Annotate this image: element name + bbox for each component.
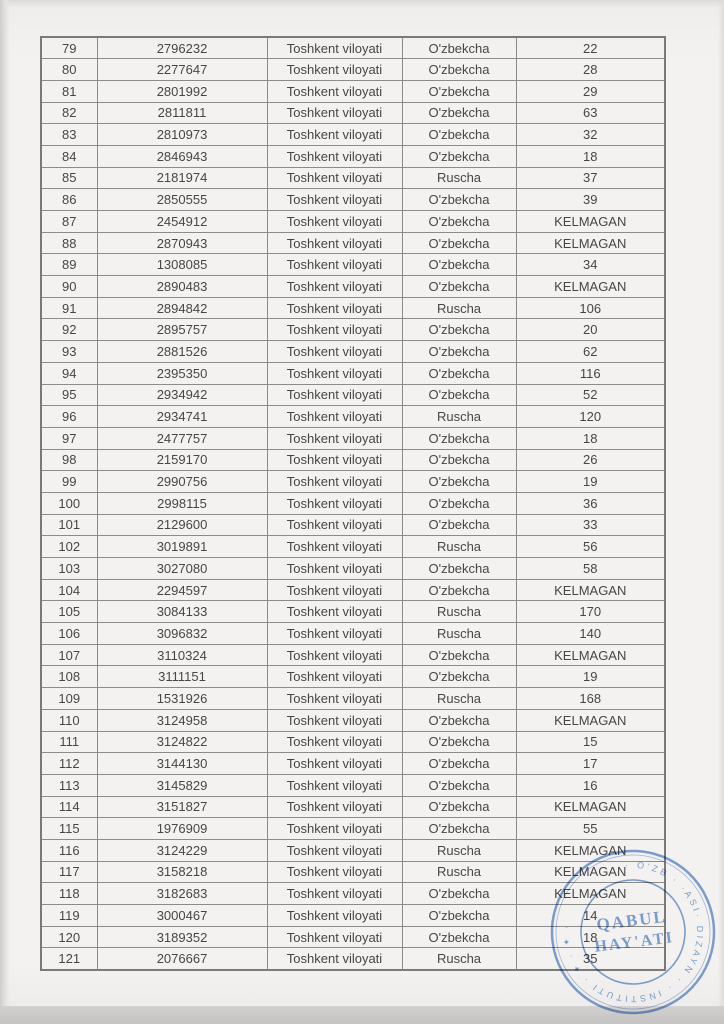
row-number-cell: 105 xyxy=(41,601,97,623)
result-cell: 22 xyxy=(516,37,665,59)
row-number-cell: 79 xyxy=(41,37,97,59)
applicant-id-cell: 2850555 xyxy=(97,189,267,211)
region-cell: Toshkent viloyati xyxy=(267,80,402,102)
region-cell: Toshkent viloyati xyxy=(267,276,402,298)
applicant-id-cell: 2129600 xyxy=(97,514,267,536)
row-number-cell: 118 xyxy=(41,883,97,905)
language-cell: Ruscha xyxy=(402,623,516,645)
table-row xyxy=(41,579,665,601)
row-number-cell: 92 xyxy=(41,319,97,341)
language-cell: O'zbekcha xyxy=(402,341,516,363)
table-row xyxy=(41,601,665,623)
region-cell: Toshkent viloyati xyxy=(267,254,402,276)
result-cell: 63 xyxy=(516,102,665,124)
row-number-cell: 102 xyxy=(41,536,97,558)
result-cell: 35 xyxy=(516,948,665,970)
result-cell: 39 xyxy=(516,189,665,211)
table-row xyxy=(41,731,665,753)
table-row xyxy=(41,427,665,449)
applicant-id-cell: 2998115 xyxy=(97,492,267,514)
applicant-id-cell: 3182683 xyxy=(97,883,267,905)
applicant-id-cell: 3151827 xyxy=(97,796,267,818)
stamp-center-line1: QABUL xyxy=(595,906,668,935)
region-cell: Toshkent viloyati xyxy=(267,341,402,363)
row-number-cell: 97 xyxy=(41,427,97,449)
applicant-id-cell: 2894842 xyxy=(97,297,267,319)
table-row xyxy=(41,818,665,840)
row-number-cell: 87 xyxy=(41,211,97,233)
language-cell: O'zbekcha xyxy=(402,37,516,59)
stamp-ring-text: · O'ZB · ·ASI· DIZAYN · · INSTITUTI · ✦ · ✦ · xyxy=(560,859,706,1005)
table-row xyxy=(41,926,665,948)
region-cell: Toshkent viloyati xyxy=(267,211,402,233)
applicant-id-cell: 3084133 xyxy=(97,601,267,623)
table-row xyxy=(41,514,665,536)
region-cell: Toshkent viloyati xyxy=(267,297,402,319)
applicant-id-cell: 2990756 xyxy=(97,471,267,493)
table-row xyxy=(41,189,665,211)
row-number-cell: 93 xyxy=(41,341,97,363)
language-cell: O'zbekcha xyxy=(402,514,516,536)
applicant-id-cell: 2811811 xyxy=(97,102,267,124)
table-row xyxy=(41,232,665,254)
scan-edge-top xyxy=(0,0,724,8)
row-number-cell: 109 xyxy=(41,688,97,710)
result-cell: 170 xyxy=(516,601,665,623)
table-row xyxy=(41,80,665,102)
region-cell: Toshkent viloyati xyxy=(267,514,402,536)
region-cell: Toshkent viloyati xyxy=(267,818,402,840)
applicant-id-cell: 3110324 xyxy=(97,644,267,666)
scan-edge-right xyxy=(718,0,724,1024)
row-number-cell: 112 xyxy=(41,753,97,775)
row-number-cell: 90 xyxy=(41,276,97,298)
applicant-id-cell: 2277647 xyxy=(97,59,267,81)
row-number-cell: 116 xyxy=(41,839,97,861)
row-number-cell: 107 xyxy=(41,644,97,666)
applicant-id-cell: 1531926 xyxy=(97,688,267,710)
row-number-cell: 103 xyxy=(41,558,97,580)
language-cell: O'zbekcha xyxy=(402,102,516,124)
row-number-cell: 104 xyxy=(41,579,97,601)
table-row xyxy=(41,666,665,688)
table-row xyxy=(41,362,665,384)
region-cell: Toshkent viloyati xyxy=(267,37,402,59)
row-number-cell: 82 xyxy=(41,102,97,124)
result-cell: KELMAGAN xyxy=(516,579,665,601)
result-cell: 33 xyxy=(516,514,665,536)
row-number-cell: 106 xyxy=(41,623,97,645)
region-cell: Toshkent viloyati xyxy=(267,145,402,167)
language-cell: Ruscha xyxy=(402,861,516,883)
table-row xyxy=(41,883,665,905)
applicant-id-cell: 1976909 xyxy=(97,818,267,840)
result-cell: KELMAGAN xyxy=(516,796,665,818)
result-cell: 16 xyxy=(516,774,665,796)
language-cell: O'zbekcha xyxy=(402,796,516,818)
language-cell: O'zbekcha xyxy=(402,449,516,471)
table-row xyxy=(41,688,665,710)
result-cell: 56 xyxy=(516,536,665,558)
scan-edge-left xyxy=(0,0,10,1024)
language-cell: O'zbekcha xyxy=(402,319,516,341)
region-cell: Toshkent viloyati xyxy=(267,688,402,710)
row-number-cell: 98 xyxy=(41,449,97,471)
language-cell: O'zbekcha xyxy=(402,471,516,493)
results-table-body xyxy=(41,37,668,970)
row-number-cell: 111 xyxy=(41,731,97,753)
table-row xyxy=(41,471,665,493)
language-cell: O'zbekcha xyxy=(402,644,516,666)
result-cell: 140 xyxy=(516,623,665,645)
applicant-id-cell: 2796232 xyxy=(97,37,267,59)
table-row xyxy=(41,406,665,428)
language-cell: O'zbekcha xyxy=(402,579,516,601)
row-number-cell: 91 xyxy=(41,297,97,319)
region-cell: Toshkent viloyati xyxy=(267,861,402,883)
region-cell: Toshkent viloyati xyxy=(267,753,402,775)
table-row xyxy=(41,644,665,666)
language-cell: Ruscha xyxy=(402,601,516,623)
applicant-id-cell: 2870943 xyxy=(97,232,267,254)
region-cell: Toshkent viloyati xyxy=(267,189,402,211)
region-cell: Toshkent viloyati xyxy=(267,796,402,818)
applicant-id-cell: 3111151 xyxy=(97,666,267,688)
result-cell: 58 xyxy=(516,558,665,580)
language-cell: O'zbekcha xyxy=(402,905,516,927)
result-cell: KELMAGAN xyxy=(516,861,665,883)
region-cell: Toshkent viloyati xyxy=(267,579,402,601)
row-number-cell: 80 xyxy=(41,59,97,81)
table-row xyxy=(41,839,665,861)
result-cell: 55 xyxy=(516,818,665,840)
region-cell: Toshkent viloyati xyxy=(267,709,402,731)
table-row xyxy=(41,319,665,341)
result-cell: 18 xyxy=(516,926,665,948)
region-cell: Toshkent viloyati xyxy=(267,536,402,558)
region-cell: Toshkent viloyati xyxy=(267,666,402,688)
result-cell: KELMAGAN xyxy=(516,839,665,861)
region-cell: Toshkent viloyati xyxy=(267,102,402,124)
region-cell: Toshkent viloyati xyxy=(267,167,402,189)
applicant-id-cell: 2810973 xyxy=(97,124,267,146)
applicant-id-cell: 3158218 xyxy=(97,861,267,883)
region-cell: Toshkent viloyati xyxy=(267,319,402,341)
region-cell: Toshkent viloyati xyxy=(267,839,402,861)
region-cell: Toshkent viloyati xyxy=(267,362,402,384)
language-cell: Ruscha xyxy=(402,948,516,970)
language-cell: O'zbekcha xyxy=(402,427,516,449)
result-cell: 28 xyxy=(516,59,665,81)
table-row xyxy=(41,861,665,883)
result-cell: 29 xyxy=(516,80,665,102)
row-number-cell: 120 xyxy=(41,926,97,948)
table-row xyxy=(41,774,665,796)
row-number-cell: 94 xyxy=(41,362,97,384)
language-cell: O'zbekcha xyxy=(402,211,516,233)
results-table xyxy=(40,36,666,971)
region-cell: Toshkent viloyati xyxy=(267,883,402,905)
table-row xyxy=(41,124,665,146)
applicant-id-cell: 3124822 xyxy=(97,731,267,753)
applicant-id-cell: 2890483 xyxy=(97,276,267,298)
language-cell: Ruscha xyxy=(402,167,516,189)
applicant-id-cell: 2181974 xyxy=(97,167,267,189)
row-number-cell: 84 xyxy=(41,145,97,167)
language-cell: O'zbekcha xyxy=(402,276,516,298)
language-cell: O'zbekcha xyxy=(402,818,516,840)
result-cell: KELMAGAN xyxy=(516,276,665,298)
language-cell: O'zbekcha xyxy=(402,883,516,905)
row-number-cell: 81 xyxy=(41,80,97,102)
language-cell: O'zbekcha xyxy=(402,362,516,384)
region-cell: Toshkent viloyati xyxy=(267,601,402,623)
row-number-cell: 99 xyxy=(41,471,97,493)
applicant-id-cell: 2454912 xyxy=(97,211,267,233)
result-cell: 120 xyxy=(516,406,665,428)
result-cell: KELMAGAN xyxy=(516,211,665,233)
region-cell: Toshkent viloyati xyxy=(267,926,402,948)
result-cell: KELMAGAN xyxy=(516,883,665,905)
language-cell: O'zbekcha xyxy=(402,926,516,948)
result-cell: 116 xyxy=(516,362,665,384)
region-cell: Toshkent viloyati xyxy=(267,406,402,428)
language-cell: O'zbekcha xyxy=(402,59,516,81)
region-cell: Toshkent viloyati xyxy=(267,644,402,666)
table-row xyxy=(41,536,665,558)
row-number-cell: 100 xyxy=(41,492,97,514)
applicant-id-cell: 2076667 xyxy=(97,948,267,970)
row-number-cell: 113 xyxy=(41,774,97,796)
row-number-cell: 110 xyxy=(41,709,97,731)
row-number-cell: 88 xyxy=(41,232,97,254)
stamp-center-line2: HAY'ATI xyxy=(593,929,675,956)
applicant-id-cell: 3189352 xyxy=(97,926,267,948)
row-number-cell: 89 xyxy=(41,254,97,276)
region-cell: Toshkent viloyati xyxy=(267,948,402,970)
language-cell: O'zbekcha xyxy=(402,384,516,406)
row-number-cell: 114 xyxy=(41,796,97,818)
result-cell: 18 xyxy=(516,427,665,449)
result-cell: 32 xyxy=(516,124,665,146)
result-cell: 14 xyxy=(516,905,665,927)
result-cell: 26 xyxy=(516,449,665,471)
result-cell: 15 xyxy=(516,731,665,753)
region-cell: Toshkent viloyati xyxy=(267,384,402,406)
language-cell: Ruscha xyxy=(402,297,516,319)
language-cell: O'zbekcha xyxy=(402,232,516,254)
language-cell: O'zbekcha xyxy=(402,254,516,276)
region-cell: Toshkent viloyati xyxy=(267,905,402,927)
result-cell: 37 xyxy=(516,167,665,189)
row-number-cell: 119 xyxy=(41,905,97,927)
table-row xyxy=(41,254,665,276)
result-cell: 62 xyxy=(516,341,665,363)
language-cell: Ruscha xyxy=(402,536,516,558)
table-row xyxy=(41,211,665,233)
table-row xyxy=(41,102,665,124)
region-cell: Toshkent viloyati xyxy=(267,59,402,81)
result-cell: KELMAGAN xyxy=(516,232,665,254)
result-cell: 19 xyxy=(516,471,665,493)
language-cell: O'zbekcha xyxy=(402,753,516,775)
applicant-id-cell: 2895757 xyxy=(97,319,267,341)
row-number-cell: 115 xyxy=(41,818,97,840)
result-cell: 106 xyxy=(516,297,665,319)
language-cell: O'zbekcha xyxy=(402,774,516,796)
row-number-cell: 85 xyxy=(41,167,97,189)
applicant-id-cell: 3027080 xyxy=(97,558,267,580)
applicant-id-cell: 3124229 xyxy=(97,839,267,861)
applicant-id-cell: 2395350 xyxy=(97,362,267,384)
region-cell: Toshkent viloyati xyxy=(267,558,402,580)
applicant-id-cell: 1308085 xyxy=(97,254,267,276)
region-cell: Toshkent viloyati xyxy=(267,492,402,514)
table-row xyxy=(41,905,665,927)
applicant-id-cell: 2477757 xyxy=(97,427,267,449)
row-number-cell: 83 xyxy=(41,124,97,146)
result-cell: 17 xyxy=(516,753,665,775)
result-cell: 36 xyxy=(516,492,665,514)
result-cell: 52 xyxy=(516,384,665,406)
table-row xyxy=(41,341,665,363)
applicant-id-cell: 3145829 xyxy=(97,774,267,796)
table-row xyxy=(41,709,665,731)
result-cell: 168 xyxy=(516,688,665,710)
result-cell: KELMAGAN xyxy=(516,709,665,731)
region-cell: Toshkent viloyati xyxy=(267,471,402,493)
language-cell: O'zbekcha xyxy=(402,731,516,753)
applicant-id-cell: 3124958 xyxy=(97,709,267,731)
table-row xyxy=(41,167,665,189)
language-cell: O'zbekcha xyxy=(402,124,516,146)
table-row xyxy=(41,276,665,298)
region-cell: Toshkent viloyati xyxy=(267,232,402,254)
row-number-cell: 96 xyxy=(41,406,97,428)
applicant-id-cell: 2159170 xyxy=(97,449,267,471)
language-cell: O'zbekcha xyxy=(402,558,516,580)
result-cell: 20 xyxy=(516,319,665,341)
table-row xyxy=(41,623,665,645)
row-number-cell: 101 xyxy=(41,514,97,536)
applicant-id-cell: 3000467 xyxy=(97,905,267,927)
language-cell: O'zbekcha xyxy=(402,666,516,688)
language-cell: O'zbekcha xyxy=(402,492,516,514)
applicant-id-cell: 3019891 xyxy=(97,536,267,558)
applicant-id-cell: 2934741 xyxy=(97,406,267,428)
region-cell: Toshkent viloyati xyxy=(267,427,402,449)
language-cell: O'zbekcha xyxy=(402,709,516,731)
language-cell: O'zbekcha xyxy=(402,189,516,211)
table-row xyxy=(41,449,665,471)
region-cell: Toshkent viloyati xyxy=(267,124,402,146)
applicant-id-cell: 2846943 xyxy=(97,145,267,167)
row-number-cell: 86 xyxy=(41,189,97,211)
region-cell: Toshkent viloyati xyxy=(267,449,402,471)
result-cell: 19 xyxy=(516,666,665,688)
region-cell: Toshkent viloyati xyxy=(267,623,402,645)
table-row xyxy=(41,796,665,818)
region-cell: Toshkent viloyati xyxy=(267,774,402,796)
table-row xyxy=(41,558,665,580)
applicant-id-cell: 2801992 xyxy=(97,80,267,102)
language-cell: O'zbekcha xyxy=(402,80,516,102)
scan-edge-bottom xyxy=(0,1006,724,1024)
applicant-id-cell: 2294597 xyxy=(97,579,267,601)
table-row xyxy=(41,59,665,81)
table-row xyxy=(41,297,665,319)
applicant-id-cell: 2934942 xyxy=(97,384,267,406)
applicant-id-cell: 3144130 xyxy=(97,753,267,775)
table-row xyxy=(41,753,665,775)
table-row xyxy=(41,384,665,406)
language-cell: Ruscha xyxy=(402,839,516,861)
result-cell: 18 xyxy=(516,145,665,167)
result-cell: 34 xyxy=(516,254,665,276)
row-number-cell: 95 xyxy=(41,384,97,406)
region-cell: Toshkent viloyati xyxy=(267,731,402,753)
applicant-id-cell: 3096832 xyxy=(97,623,267,645)
language-cell: O'zbekcha xyxy=(402,145,516,167)
language-cell: Ruscha xyxy=(402,406,516,428)
table-row xyxy=(41,145,665,167)
applicant-id-cell: 2881526 xyxy=(97,341,267,363)
language-cell: Ruscha xyxy=(402,688,516,710)
row-number-cell: 117 xyxy=(41,861,97,883)
result-cell: KELMAGAN xyxy=(516,644,665,666)
table-row xyxy=(41,37,665,59)
row-number-cell: 108 xyxy=(41,666,97,688)
table-row xyxy=(41,492,665,514)
row-number-cell: 121 xyxy=(41,948,97,970)
table-row xyxy=(41,948,665,970)
